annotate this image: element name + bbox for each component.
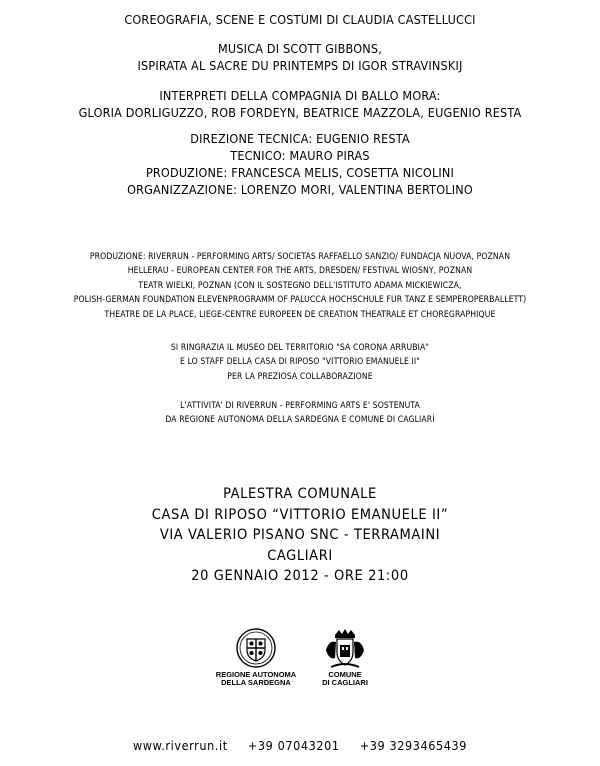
- sostegno-block: [0, 399, 600, 428]
- sostegno-line: DA REGIONE AUTONOMA DELLA SARDEGNA E COMUNE DI CAGLIARÍ: [165, 415, 435, 426]
- credit-line: INTERPRETI DELLA COMPAGNIA DI BALLO MORA:: [159, 88, 441, 103]
- venue-building: CASA DI RIPOSO “VITTORIO EMANUELE II”: [151, 506, 449, 523]
- credits-musica: [0, 40, 600, 74]
- sardinia-coat-of-arms-icon: [236, 628, 276, 668]
- venue-address: VIA VALERIO PISANO SNC - TERRAMAINI: [159, 527, 441, 543]
- comune-caption-2: DI CAGLIARI: [322, 678, 368, 687]
- credit-line: ORGANIZZAZIONE: LORENZO MORI, VALENTINA BERTOLINO: [127, 182, 473, 197]
- comune-cagliari-logo: [295, 628, 395, 687]
- credit-line: COREOGRAFIA, SCENE E COSTUMI DI CLAUDIA CASTELLUCCI: [124, 12, 476, 27]
- phone-number-2: +39 3293465439: [359, 738, 468, 753]
- ringraziamenti-line: SI RINGRAZIA IL MUSEO DEL TERRITORIO "SA CORONA ARRUBIA": [170, 343, 430, 353]
- event-datetime: 20 GENNAIO 2012 - ORE 21:00: [191, 568, 409, 584]
- credits-interpreti: [0, 87, 600, 121]
- regione-caption-2: DELLA SARDEGNA: [221, 678, 291, 687]
- credit-line: MUSICA DI SCOTT GIBBONS,: [218, 41, 382, 56]
- regione-sardegna-logo: [206, 628, 306, 687]
- comune-caption-1: COMUNE: [328, 670, 362, 679]
- credit-line: TECNICO: MAURO PIRAS: [230, 148, 370, 163]
- venue-block: [0, 484, 600, 587]
- credit-line: PRODUZIONE: FRANCESCA MELIS, COSETTA NICOLINI: [145, 165, 455, 180]
- cagliari-coat-of-arms-icon: [323, 628, 367, 670]
- website-link[interactable]: www.riverrun.it: [132, 738, 228, 753]
- produzione-line: PRODUZIONE: RIVERRUN - PERFORMING ARTS/ SOCIETAS RAFFAELLO SANZIO/ FUNDACJA NUOVA, POZNAN: [89, 252, 511, 262]
- produzione-block: [0, 250, 600, 322]
- venue-name: PALESTRA COMUNALE: [223, 486, 377, 502]
- credits-coreografia: [0, 11, 600, 28]
- phone-number-1: +39 07043201: [247, 738, 340, 753]
- produzione-line: POLISH-GERMAN FOUNDATION ELEVENPROGRAMM OF PALUCCA HOCHSCHULE FUR TANZ E SEMPEROPERBALLETT): [73, 295, 527, 306]
- credits-staff: [0, 130, 600, 198]
- ringraziamenti-block: [0, 341, 600, 384]
- credit-line: ISPIRATA AL SACRE DU PRINTEMPS DI IGOR STRAVINSKIJ: [137, 58, 463, 73]
- contact-footer: [0, 738, 600, 753]
- sostegno-line: L'ATTIVITA' DI RIVERRUN - PERFORMING ARTS E' SOSTENUTA: [180, 401, 420, 411]
- venue-city: CAGLIARI: [267, 547, 333, 564]
- credit-line: GLORIA DORLIGUZZO, ROB FORDEYN, BEATRICE MAZZOLA, EUGENIO RESTA: [78, 105, 522, 120]
- regione-caption-1: REGIONE AUTONOMA: [215, 670, 297, 679]
- ringraziamenti-line: E LO STAFF DELLA CASA DI RIPOSO "VITTORIO EMANUELE II": [180, 357, 420, 368]
- sponsor-logos: [0, 628, 600, 698]
- ringraziamenti-line: PER LA PREZIOSA COLLABORAZIONE: [227, 371, 373, 382]
- produzione-line: THEATRE DE LA PLACE, LIEGE-CENTRE EUROPEEN DE CREATION THEATRALE ET CHOREGRAPHIQUE: [104, 309, 496, 320]
- produzione-line: HELLERAU - EUROPEAN CENTER FOR THE ARTS, DRESDEN/ FESTIVAL WIOSNY, POZNAN: [127, 266, 473, 277]
- credit-line: DIREZIONE TECNICA: EUGENIO RESTA: [190, 131, 410, 146]
- produzione-line: TEATR WIELKI, POZNAN (CON IL SOSTEGNO DELL'ISTITUTO ADAMA MICKIEWICZA,: [138, 280, 462, 291]
